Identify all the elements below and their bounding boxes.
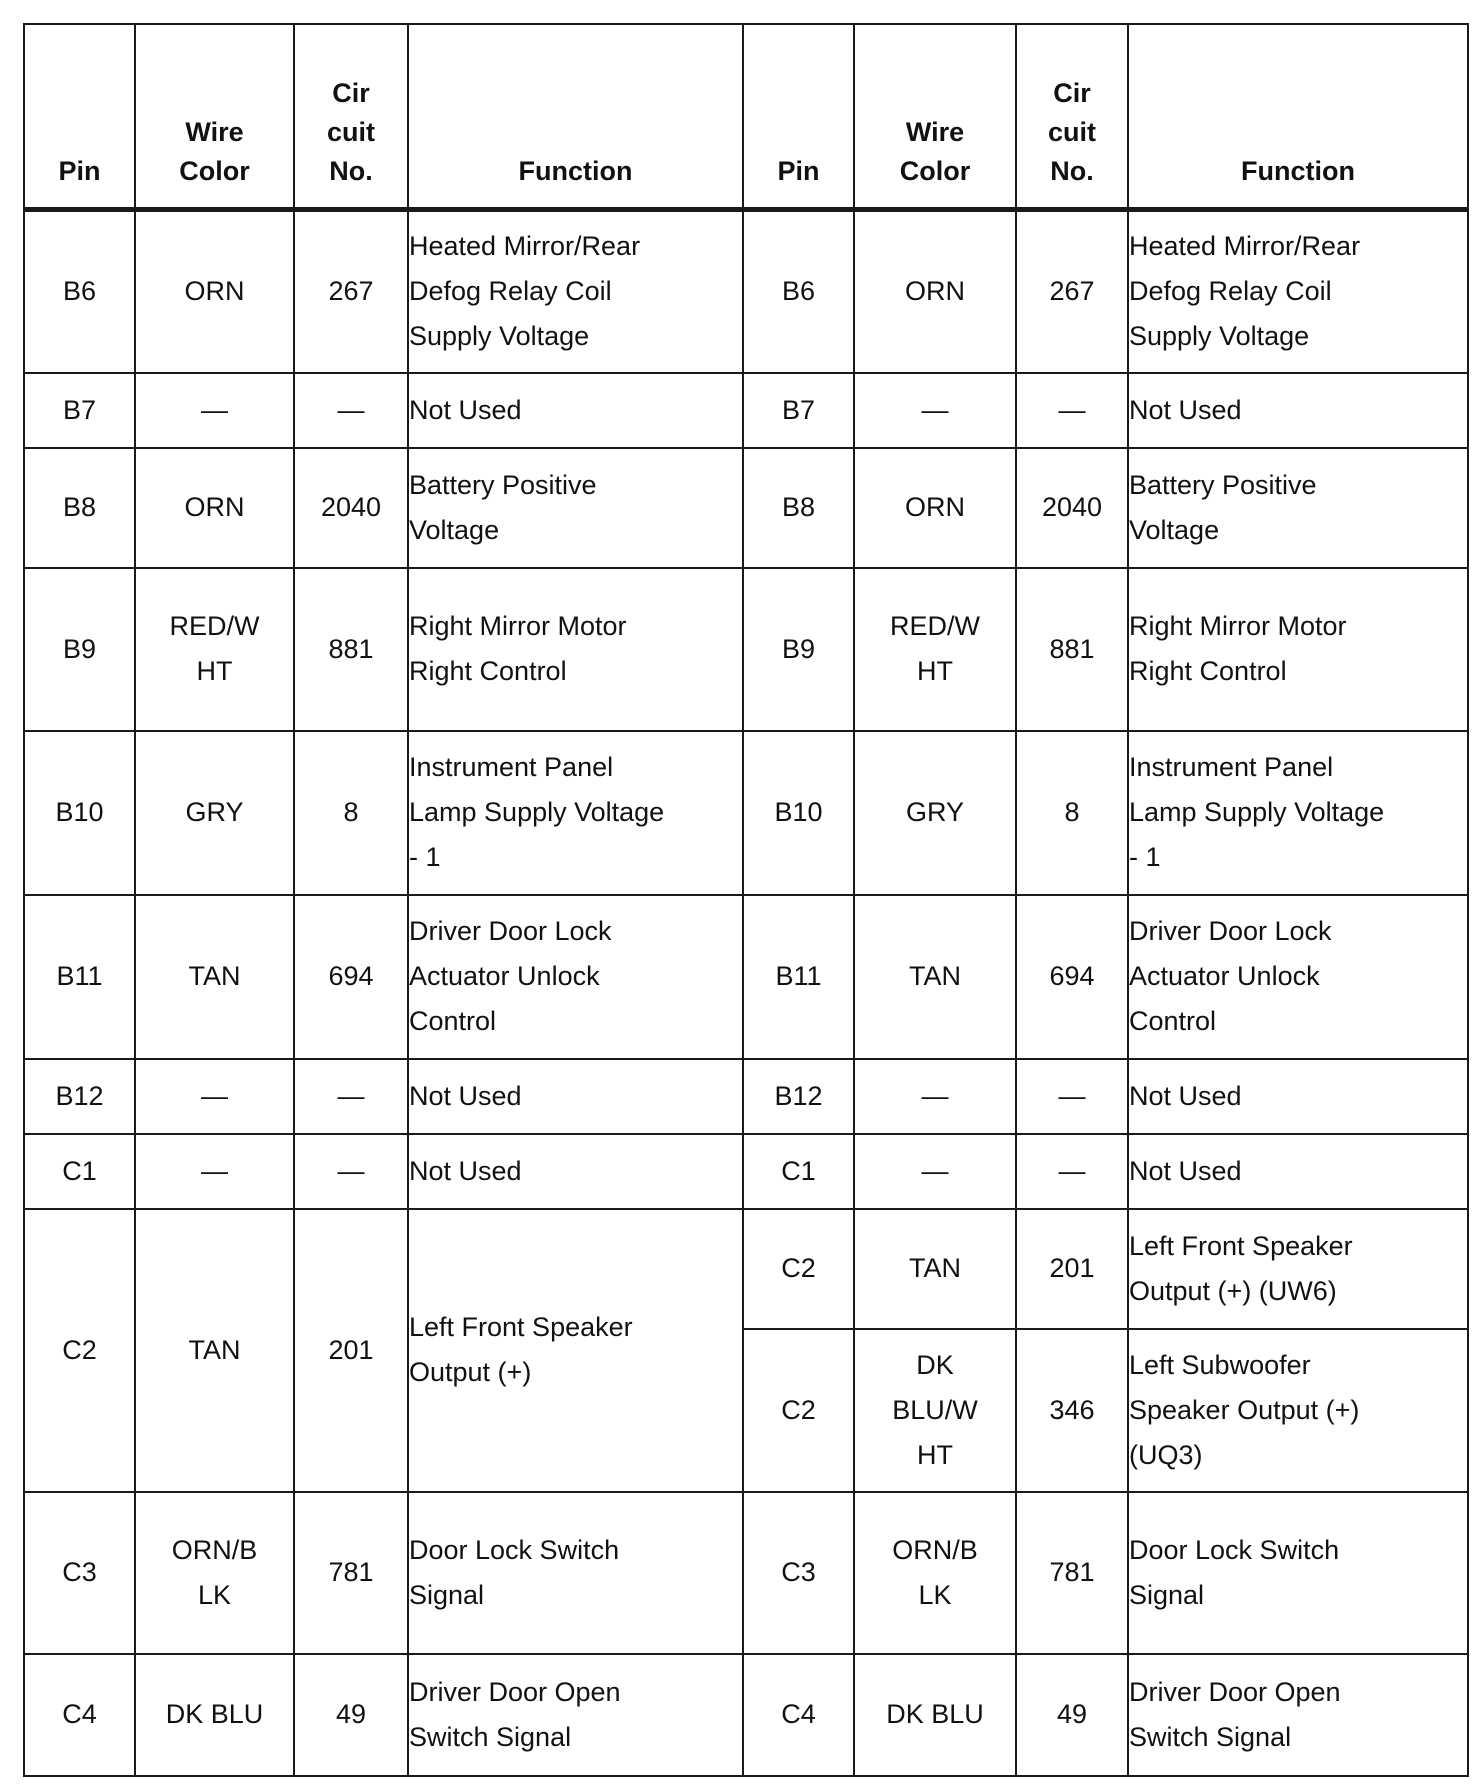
- circuit-no-cell: 881: [294, 568, 408, 731]
- function-cell: Right Mirror Motor Right Control: [1128, 568, 1468, 731]
- function-cell: Not Used: [408, 1134, 743, 1209]
- wire-color-cell: TAN: [135, 1209, 294, 1492]
- function-cell: Driver Door Lock Actuator Unlock Control: [1128, 895, 1468, 1059]
- wire-color-cell: ORN/B LK: [854, 1492, 1016, 1654]
- wire-color-cell: RED/W HT: [135, 568, 294, 731]
- circuit-no-cell: 201: [1016, 1209, 1128, 1329]
- wire-color-cell: GRY: [854, 731, 1016, 895]
- pin-cell: C2: [743, 1329, 854, 1492]
- function-cell: Right Mirror Motor Right Control: [408, 568, 743, 731]
- function-cell: Not Used: [1128, 1059, 1468, 1134]
- circuit-no-cell: —: [294, 1134, 408, 1209]
- wire-color-cell: —: [135, 1059, 294, 1134]
- pin-cell: C4: [743, 1654, 854, 1776]
- circuit-no-cell: 2040: [294, 448, 408, 568]
- pin-cell: B12: [743, 1059, 854, 1134]
- wire-color-cell: —: [854, 1059, 1016, 1134]
- pin-cell: B11: [743, 895, 854, 1059]
- pin-cell: C3: [24, 1492, 135, 1654]
- function-header: Function: [408, 24, 743, 210]
- header-row: [24, 24, 1468, 210]
- table-row-b10: [24, 731, 1468, 895]
- circuit-no-cell: 694: [294, 895, 408, 1059]
- wire-color-cell: ORN: [135, 210, 294, 373]
- wire-color-cell: GRY: [135, 731, 294, 895]
- pin-header: Pin: [24, 24, 135, 210]
- pin-cell: B8: [743, 448, 854, 568]
- circuit-no-cell: 781: [1016, 1492, 1128, 1654]
- table-row-c3: [24, 1492, 1468, 1654]
- pin-cell: B7: [743, 373, 854, 448]
- circuit-no-cell: 694: [1016, 895, 1128, 1059]
- function-cell: Not Used: [408, 1059, 743, 1134]
- wire-color-header: Wire Color: [854, 24, 1016, 210]
- pin-cell: B10: [24, 731, 135, 895]
- circuit-no-cell: 49: [294, 1654, 408, 1776]
- circuit-no-header: Cir cuit No.: [1016, 24, 1128, 210]
- circuit-no-cell: —: [1016, 1134, 1128, 1209]
- circuit-no-cell: 346: [1016, 1329, 1128, 1492]
- pin-cell: B12: [24, 1059, 135, 1134]
- function-cell: Not Used: [1128, 1134, 1468, 1209]
- function-cell: Left Subwoofer Speaker Output (+) (UQ3): [1128, 1329, 1468, 1492]
- function-cell: Instrument Panel Lamp Supply Voltage - 1: [1128, 731, 1468, 895]
- pin-cell: B6: [24, 210, 135, 373]
- table-row-b6: [24, 210, 1468, 373]
- pin-cell: C1: [24, 1134, 135, 1209]
- connector-pinout-table: [23, 23, 1469, 1777]
- function-cell: Not Used: [408, 373, 743, 448]
- pin-cell: B9: [743, 568, 854, 731]
- circuit-no-cell: 2040: [1016, 448, 1128, 568]
- table-row-b8: [24, 448, 1468, 568]
- circuit-no-cell: 267: [294, 210, 408, 373]
- wire-color-cell: —: [135, 373, 294, 448]
- function-cell: Door Lock Switch Signal: [408, 1492, 743, 1654]
- circuit-no-cell: 49: [1016, 1654, 1128, 1776]
- circuit-no-cell: 881: [1016, 568, 1128, 731]
- circuit-no-cell: —: [1016, 373, 1128, 448]
- wire-color-cell: TAN: [854, 1209, 1016, 1329]
- circuit-no-cell: —: [294, 373, 408, 448]
- function-cell: Left Front Speaker Output (+): [408, 1209, 743, 1492]
- function-cell: Battery Positive Voltage: [408, 448, 743, 568]
- function-cell: Driver Door Lock Actuator Unlock Control: [408, 895, 743, 1059]
- circuit-no-cell: —: [1016, 1059, 1128, 1134]
- circuit-no-header: Cir cuit No.: [294, 24, 408, 210]
- table-row-b7: [24, 373, 1468, 448]
- table-row-b12: [24, 1059, 1468, 1134]
- table-row-c2-a: [24, 1209, 1468, 1329]
- pin-header: Pin: [743, 24, 854, 210]
- wire-color-cell: —: [854, 373, 1016, 448]
- pin-cell: B9: [24, 568, 135, 731]
- function-cell: Heated Mirror/Rear Defog Relay Coil Supply Voltage: [408, 210, 743, 373]
- function-cell: Battery Positive Voltage: [1128, 448, 1468, 568]
- wire-color-cell: —: [135, 1134, 294, 1209]
- wire-color-cell: TAN: [135, 895, 294, 1059]
- wire-color-cell: ORN/B LK: [135, 1492, 294, 1654]
- pin-cell: B10: [743, 731, 854, 895]
- pin-cell: B6: [743, 210, 854, 373]
- function-cell: Not Used: [1128, 373, 1468, 448]
- wire-color-cell: ORN: [854, 210, 1016, 373]
- pin-cell: B11: [24, 895, 135, 1059]
- wire-color-cell: TAN: [854, 895, 1016, 1059]
- wire-color-cell: DK BLU: [135, 1654, 294, 1776]
- pin-cell: B7: [24, 373, 135, 448]
- circuit-no-cell: 201: [294, 1209, 408, 1492]
- circuit-no-cell: —: [294, 1059, 408, 1134]
- connector-pinout-table-wrapper: [23, 23, 1467, 1777]
- wire-color-cell: ORN: [854, 448, 1016, 568]
- pin-cell: B8: [24, 448, 135, 568]
- table-row-b11: [24, 895, 1468, 1059]
- wire-color-cell: DK BLU: [854, 1654, 1016, 1776]
- circuit-no-cell: 8: [1016, 731, 1128, 895]
- pin-cell: C2: [743, 1209, 854, 1329]
- circuit-no-cell: 8: [294, 731, 408, 895]
- function-cell: Instrument Panel Lamp Supply Voltage - 1: [408, 731, 743, 895]
- table-row-c1: [24, 1134, 1468, 1209]
- function-cell: Left Front Speaker Output (+) (UW6): [1128, 1209, 1468, 1329]
- table-row-c4: [24, 1654, 1468, 1776]
- pin-cell: C4: [24, 1654, 135, 1776]
- function-cell: Door Lock Switch Signal: [1128, 1492, 1468, 1654]
- wire-color-cell: —: [854, 1134, 1016, 1209]
- wire-color-cell: ORN: [135, 448, 294, 568]
- circuit-no-cell: 267: [1016, 210, 1128, 373]
- pin-cell: C3: [743, 1492, 854, 1654]
- pin-cell: C2: [24, 1209, 135, 1492]
- function-cell: Driver Door Open Switch Signal: [408, 1654, 743, 1776]
- function-cell: Driver Door Open Switch Signal: [1128, 1654, 1468, 1776]
- wire-color-header: Wire Color: [135, 24, 294, 210]
- pin-cell: C1: [743, 1134, 854, 1209]
- function-cell: Heated Mirror/Rear Defog Relay Coil Supply Voltage: [1128, 210, 1468, 373]
- wire-color-cell: DK BLU/W HT: [854, 1329, 1016, 1492]
- function-header: Function: [1128, 24, 1468, 210]
- table-row-b9: [24, 568, 1468, 731]
- circuit-no-cell: 781: [294, 1492, 408, 1654]
- wire-color-cell: RED/W HT: [854, 568, 1016, 731]
